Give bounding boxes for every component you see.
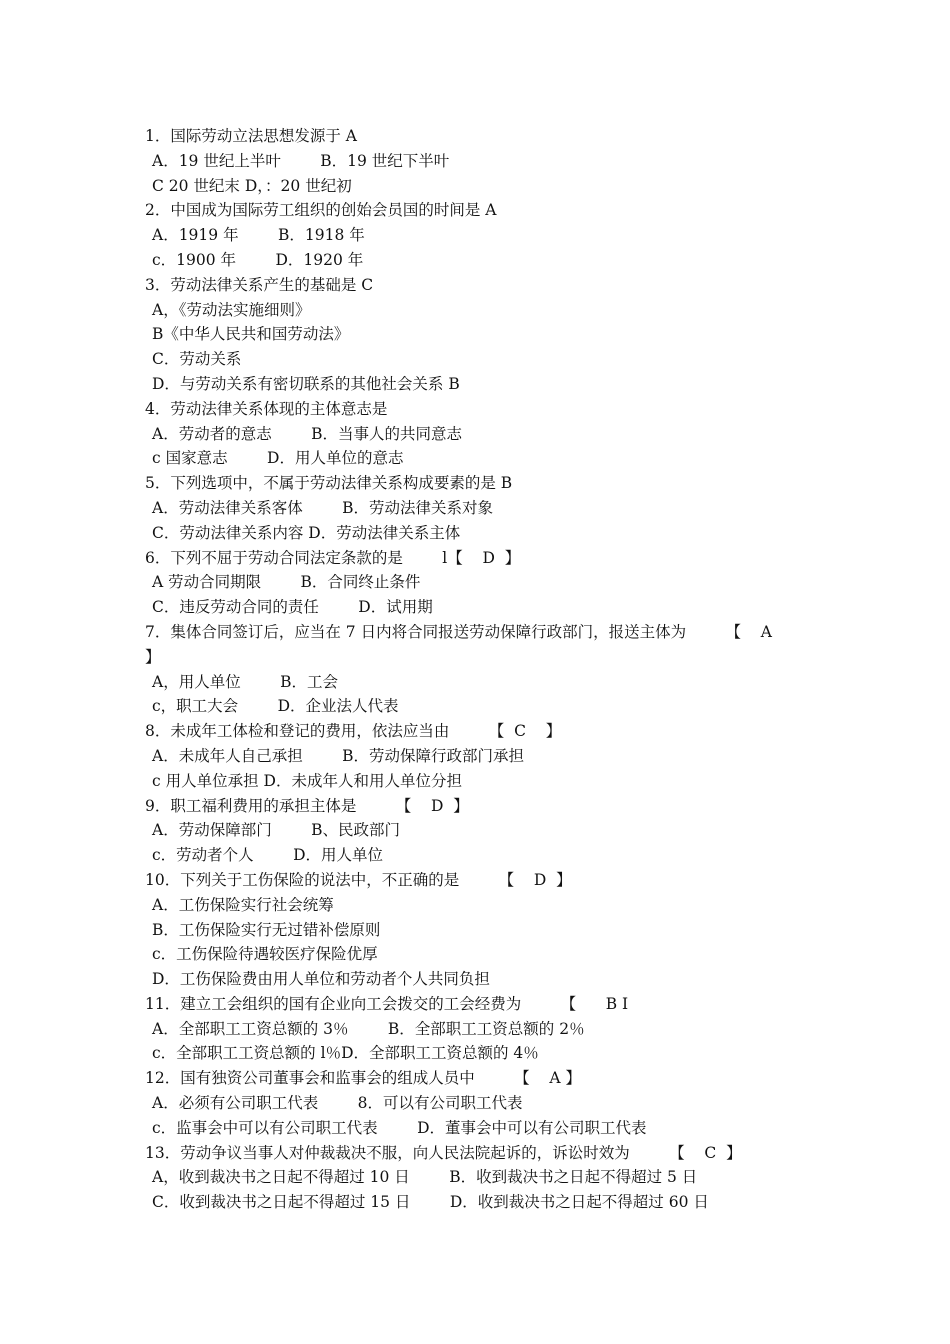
question-text-line: 9．职工福利费用的承担主体是 【 D 】 [145, 796, 469, 815]
answer-option-line: C．劳动法律关系内容 D．劳动法律关系主体 [152, 523, 461, 542]
answer-option-line: B《中华人民共和国劳动法》 [152, 325, 350, 344]
question-text-line: 13．劳动争议当事人对仲裁裁决不服，向人民法院起诉的，诉讼时效为 【 C 】 [145, 1143, 742, 1162]
question-text-line: 6．下列不屈于劳动合同法定条款的是 l【 D 】 [145, 548, 521, 567]
answer-option-line: A．未成年人自己承担 B．劳动保障行政部门承担 [152, 746, 525, 765]
answer-option-line: A．劳动者的意志 B．当事人的共同意志 [152, 424, 463, 443]
question-text-line: 】 [145, 647, 161, 666]
answer-option-line: A．劳动保障部门 B、民政部门 [152, 821, 401, 840]
answer-option-line: D．工伤保险费由用人单位和劳动者个人共同负担 [152, 970, 490, 989]
exam-question-list [145, 124, 815, 1215]
question-text-line: 2．中国成为国际劳工组织的创始会员国的时间是 A [145, 201, 497, 220]
question-text-line: 1．国际劳动立法思想发源于 A [145, 127, 357, 145]
question-text-line: 5．下列选项中，不属于劳动法律关系构成要素的是 B [145, 474, 513, 493]
answer-option-line: A 劳动合同期限 B．合同终止条件 [152, 573, 421, 592]
question-text-line: 10．下列关于工伤保险的说法中，不正确的是 【 D 】 [145, 870, 572, 889]
answer-option-line: c 国家意志 D．用人单位的意志 [152, 449, 404, 468]
question-text-line: 11．建立工会组织的国有企业向工会拨交的工会经费为 【 B I [145, 994, 629, 1013]
answer-option-line: A，收到裁决书之日起不得超过 10 日 B．收到裁决书之日起不得超过 5 日 [152, 1168, 698, 1187]
answer-option-line: c．劳动者个人 D．用人单位 [152, 846, 384, 865]
answer-option-line: c．全部职工工资总额的 l％D．全部职工工资总额的 4％ [152, 1044, 539, 1063]
answer-option-line: A．劳动法律关系客体 B．劳动法律关系对象 [152, 498, 494, 517]
question-text-line: 4．劳动法律关系体现的主体意志是 [145, 399, 388, 418]
answer-option-line: A，《劳动法实施细则》 [152, 300, 311, 319]
answer-option-line: C．劳动关系 [152, 350, 242, 369]
answer-option-line: c．监事会中可以有公司职工代表 D．董事会中可以有公司职工代表 [152, 1118, 647, 1137]
question-text-line: 3．劳动法律关系产生的基础是 C [145, 275, 374, 294]
answer-option-line: c，职工大会 D．企业法人代表 [152, 697, 399, 716]
answer-option-line: c．1900 年 D．1920 年 [152, 250, 364, 269]
answer-option-line: C 20 世纪末 D，：20 世纪初 [152, 176, 352, 195]
question-text-line: 12．国有独资公司董事会和监事会的组成人员中 【 A 】 [145, 1069, 581, 1088]
answer-option-line: c 用人单位承担 D．未成年人和用人单位分担 [152, 771, 462, 790]
question-text-line: 8．未成年工体检和登记的费用，依法应当由 【 C 】 [145, 722, 562, 741]
answer-option-line: C．收到裁决书之日起不得超过 15 日 D．收到裁决书之日起不得超过 60 日 [152, 1193, 709, 1212]
answer-option-line: A．1919 年 B．1918 年 [152, 226, 365, 245]
answer-option-line: A，用人单位 B．工会 [152, 672, 339, 691]
answer-option-line: C．违反劳动合同的责任 D．试用期 [152, 598, 433, 617]
answer-option-line: A．19 世纪上半叶 B．19 世纪下半叶 [152, 151, 450, 170]
answer-option-line: A．必须有公司职工代表 8．可以有公司职工代表 [152, 1094, 523, 1113]
question-text-line: 7．集体合同签订后，应当在 7 日内将合同报送劳动保障行政部门，报送主体为 【 A [145, 622, 772, 641]
answer-option-line: A．全部职工工资总额的 3％ B．全部职工工资总额的 2％ [152, 1019, 585, 1038]
answer-option-line: D．与劳动关系有密切联系的其他社会关系 B [152, 374, 460, 393]
answer-option-line: A．工伤保险实行社会统筹 [152, 895, 334, 914]
answer-option-line: B．工伤保险实行无过错补偿原则 [152, 920, 381, 939]
answer-option-line: c．工伤保险待遇较医疗保险优厚 [152, 945, 378, 964]
